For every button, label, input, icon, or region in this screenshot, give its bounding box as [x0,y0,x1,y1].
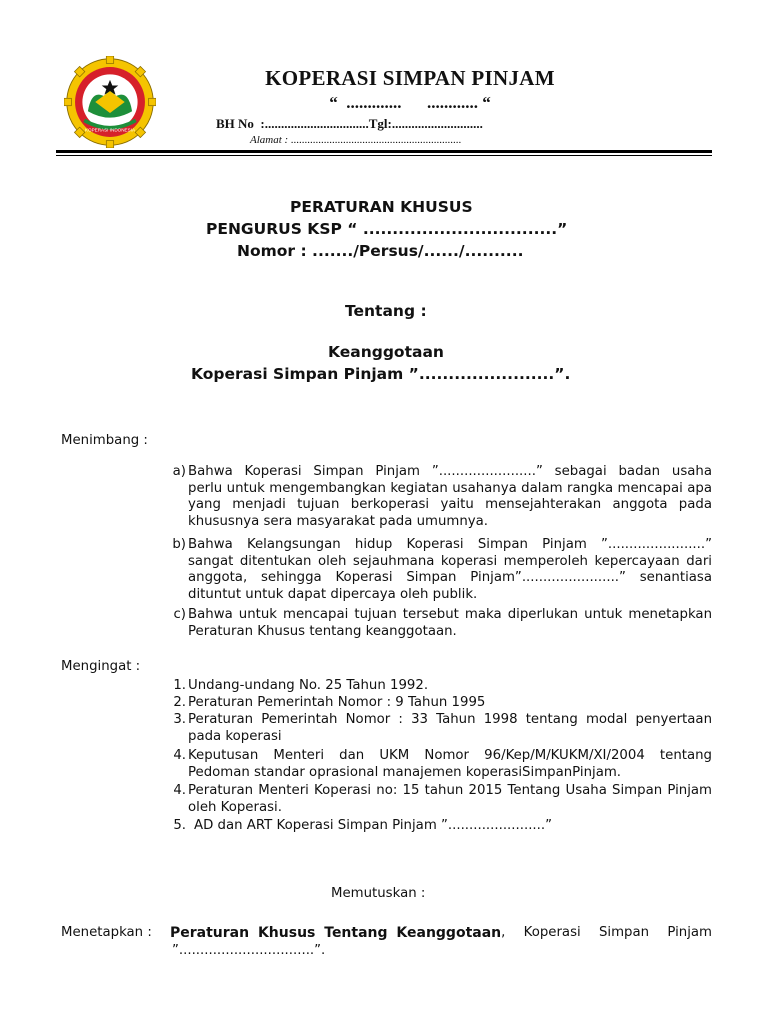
doc-title: PERATURAN KHUSUS [290,198,473,216]
header-rule-thin [56,155,712,156]
menetapkan-bold: Peraturan Khusus Tentang Keanggotaan [170,925,502,941]
memutuskan-heading: Memutuskan : [331,886,426,901]
header-rule-thick [56,150,712,153]
menetapkan-label: Menetapkan : [61,925,152,940]
tentang-line2: Koperasi Simpan Pinjam ”.......................”. [191,365,571,383]
tentang-label: Tentang : [345,302,427,320]
doc-subtitle: PENGURUS KSP “ .................................” [206,220,568,238]
list-line: Bahwa Kelangsungan hidup Koperasi Simpan Pinjam ”.......................” [188,537,712,552]
list-marker: c) [173,607,186,622]
list-line: pada koperasi [188,728,282,744]
list-marker: 4. [173,748,186,763]
list-line: anggota, sehingga Koperasi Simpan Pinjam”.......................” senantiasa [188,570,712,586]
menetapkan-text [170,925,712,941]
logo-text: KOPERASI INDONESIA [84,127,136,133]
list-line: Peraturan Pemerintah Nomor : 9 Tahun 1995 [188,695,486,710]
alamat-line: Alamat : .............................................................. [250,134,462,146]
list-marker: 2. [173,695,186,710]
list-line: khususnya sera masyarakat pada umumnya. [188,513,489,529]
list-marker: 1. [173,678,186,693]
list-line: Pedoman standar oprasional manajemen koperasiSimpanPinjam. [188,764,622,780]
menetapkan-rest: , Koperasi Simpan Pinjam [501,925,712,940]
koperasi-logo [64,56,156,148]
tentang-line1: Keanggotaan [328,343,444,361]
menimbang-heading: Menimbang : [61,433,148,448]
bh-line: BH No :................................Tgl:............................ [216,116,483,131]
menetapkan-line2: ”................................”. [172,943,326,958]
org-name-placeholder: “ ............. ............ “ [329,93,491,112]
list-marker: a) [172,464,186,479]
list-line: Peraturan Pemerintah Nomor : 33 Tahun 1998 tentang modal penyertaan [188,712,712,727]
list-line: sangat ditentukan oleh sejauhmana koperasi memperoleh kepercayaan dari [188,553,712,569]
list-line: Undang-undang No. 25 Tahun 1992. [188,678,429,693]
list-marker: b) [172,537,186,552]
list-line: Peraturan Menteri Koperasi no: 15 tahun 2015 Tentang Usaha Simpan Pinjam [188,783,712,798]
list-line: Bahwa Koperasi Simpan Pinjam ”.......................” sebagai badan usaha [188,464,712,479]
list-marker: 5. [173,818,186,833]
list-line: perlu untuk mengembangkan kegiatan usahanya dalam rangka mencapai apa [188,480,712,496]
gear-emblem-icon [64,56,156,148]
list-marker: 3. [173,712,186,727]
list-line: oleh Koperasi. [188,799,282,815]
list-line: Peraturan Khusus tentang keanggotaan. [188,623,457,639]
mengingat-heading: Mengingat : [61,659,141,674]
doc-number: Nomor : ......./Persus/....../.......... [237,242,524,260]
list-line: dituntut untuk dapat dipercaya oleh publik. [188,586,478,602]
list-line: Keputusan Menteri dan UKM Nomor 96/Kep/M/KUKM/XI/2004 tentang [188,748,712,763]
list-marker: 4. [173,783,186,798]
list-line: Bahwa untuk mencapai tujuan tersebut maka diperlukan untuk menetapkan [188,607,712,622]
list-line: yang menjadi tujuan berkoperasi yaitu mensejahterakan anggota pada [188,497,712,513]
org-name: KOPERASI SIMPAN PINJAM [265,66,555,90]
list-line: AD dan ART Koperasi Simpan Pinjam ”.......................” [194,818,552,833]
